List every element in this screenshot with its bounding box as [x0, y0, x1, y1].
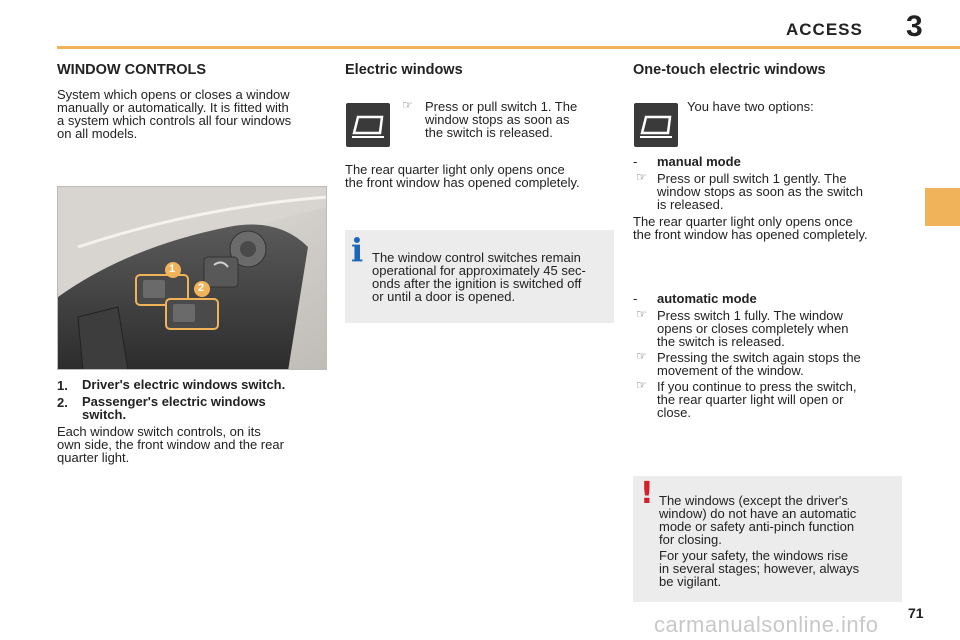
electric-windows-heading: Electric windows: [345, 62, 463, 78]
automatic-mode-title: automatic mode: [657, 291, 757, 306]
header-rule: [57, 46, 960, 49]
options-text: You have two options:: [687, 99, 814, 114]
callout-1: 1: [169, 263, 176, 275]
pointing-hand-icon: ☞: [636, 307, 647, 321]
auto-dash: -: [633, 291, 638, 306]
chapter-title: ACCESS: [786, 20, 863, 39]
pointing-hand-icon: ☞: [636, 349, 647, 363]
chapter-number: 3: [906, 10, 923, 43]
page-number: 71: [908, 605, 924, 621]
pointing-hand-icon: ☞: [636, 378, 647, 392]
pointing-hand-icon: ☞: [402, 98, 413, 112]
watermark: carmanualsonline.info: [654, 612, 879, 637]
info-icon: i: [351, 231, 364, 269]
manual-mode-title: manual mode: [657, 154, 741, 169]
window-switch-photo: [57, 186, 327, 370]
chapter-side-tab[interactable]: [925, 188, 960, 226]
window-controls-heading: WINDOW CONTROLS: [57, 62, 207, 78]
one-touch-heading: One-touch electric windows: [633, 62, 826, 78]
callout-2: 2: [198, 282, 205, 294]
window-switch-icon: [346, 103, 390, 147]
pointing-hand-icon: ☞: [636, 170, 647, 184]
manual-dash: -: [633, 154, 638, 169]
window-switch-icon: [634, 103, 678, 147]
warning-icon: !: [640, 476, 654, 511]
